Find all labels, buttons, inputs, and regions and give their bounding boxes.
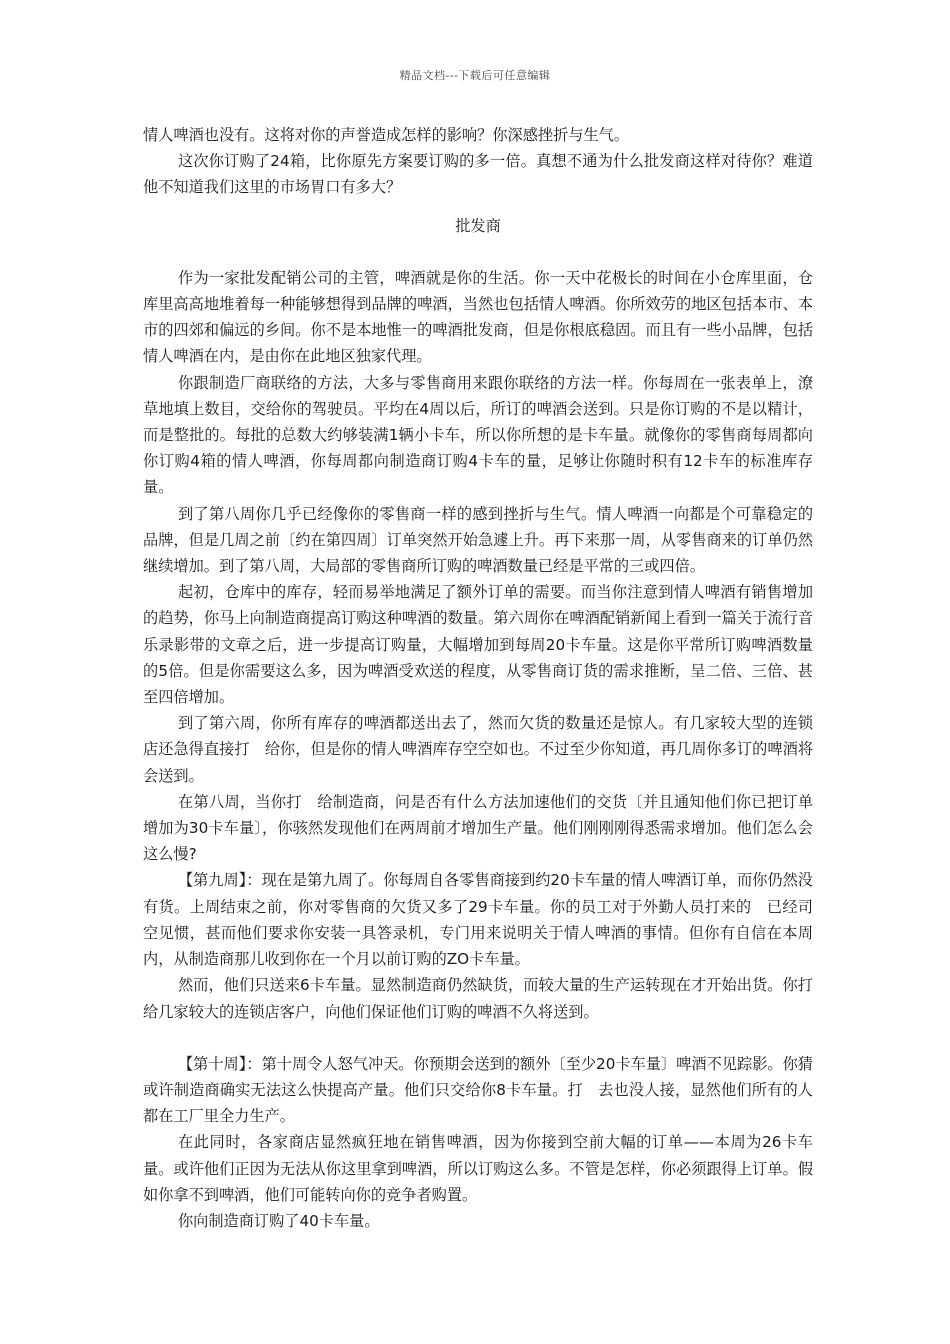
document-body	[143, 122, 829, 1234]
paragraph: 起初，仓库中的库存，轻而易举地满足了额外订单的需要。而当你注意到情人啤酒有销售增加的趋势，你马上向制造商提高订购这种啤酒的数量。第六周你在啤酒配销新闻上看到一篇关于流行音乐录影带的文章之后，进一步提高订购量，大幅增加到每周20卡车量。这是你平常所订购啤酒数量的5倍。但是你需要这么多，因为啤酒受欢送的程度，从零售商订货的需求推断，呈二倍、三倍、甚至四倍增加。	[143, 583, 813, 707]
paragraph: 你向制造商订购了40卡车量。	[177, 1211, 380, 1230]
paragraph: 在第八周，当你打 给制造商，问是否有什么方法加速他们的交货〔并且通知他们你已把订单增加为30卡车量〕，你骇然发现他们在两周前才增加生产量。他们刚刚刚得悉需求增加。他们怎么会这么慢?	[143, 792, 813, 864]
paragraph: 情人啤酒也没有。这将对你的声誉造成怎样的影响？你深感挫折与生气。	[143, 126, 629, 144]
paragraph: 【第十周】：第十周令人怒气冲天。你预期会送到的额外〔至少20卡车量〕啤酒不见踪影。你猜或许制造商确实无法这么快提高产量。他们只交给你8卡车量。打 去也没人接，显然他们所有的人都在工厂里全力生产。	[143, 1054, 813, 1126]
page-header: 精品文档---下载后可任意编辑	[399, 69, 551, 82]
section-title: 批发商	[455, 216, 501, 235]
paragraph: 你跟制造厂商联络的方法，大多与零售商用来跟你联络的方法一样。你每周在一张表单上，潦草地填上数目，交给你的驾驶员。平均在4周以后，所订的啤酒会送到。只是你订购的不是以精计，而是整批的。每批的总数大约够装满1辆小卡车，所以你所想的是卡车量。就像你的零售商每周都向你订购4箱的情人啤酒，你每周都向制造商订购4卡车的量，足够让你随时积有12卡车的标准库存量。	[143, 373, 813, 497]
paragraph: 然而，他们只送来6卡车量。显然制造商仍然缺货，而较大量的生产运转现在才开始出货。你打 给几家较大的连锁店客户，向他们保证他们订购的啤酒不久将送到。	[143, 976, 829, 1021]
paragraph: 这次你订购了24箱，比你原先方案要订购的多一倍。真想不通为什么批发商这样对待你？难道他不知道我们这里的市场胃口有多大？	[143, 152, 813, 197]
paragraph: 作为一家批发配销公司的主管，啤酒就是你的生活。你一天中花极长的时间在小仓库里面，仓库里高高地堆着每一种能够想得到品牌的啤酒，当然也包括情人啤酒。你所效劳的地区包括本市、本市的四郊和偏远的乡间。你不是本地惟一的啤酒批发商，但是你根底稳固。而且有一些小品牌，包括情人啤酒在内，是由你在此地区独家代理。	[143, 268, 813, 366]
paragraph: 在此同时，各家商店显然疯狂地在销售啤酒，因为你接到空前大幅的订单——本周为26卡车量。或许他们正因为无法从你这里拿到啤酒，所以订购这么多。不管是怎样，你必须跟得上订单。假如你拿不到啤酒，他们可能转向你的竞争者购置。	[143, 1133, 813, 1204]
paragraph: 到了第八周你几乎已经像你的零售商一样的感到挫折与生气。情人啤酒一向都是个可靠稳定的品牌，但是几周之前〔约在第四周〕订单突然开始急遽上升。再下来那一周，从零售商来的订单仍然继续增加。到了第八周，大局部的零售商所订购的啤酒数量已经是平常的三或四倍。	[143, 504, 813, 576]
paragraph-spacer	[143, 1025, 813, 1051]
paragraph: 【第九周】：现在是第九周了。你每周自各零售商接到约20卡车量的情人啤酒订单，而你仍然没有货。上周结束之前，你对零售商的欠货又多了29卡车量。你的员工对于外勤人员打来的 已经司空见惯，甚而他们要求你安装一具答录机，专门用来说明关于情人啤酒的事情。但你有自信在本周内，从制造商那儿收到你在一个月以前订购的ZO卡车量。	[143, 871, 813, 969]
paragraph: 到了第六周，你所有库存的啤酒都送出去了，然而欠货的数量还是惊人。有几家较大型的连锁店还急得直接打 给你，但是你的情人啤酒库存空空如也。不过至少你知道，再几周你多订的啤酒将会送到。	[143, 714, 813, 785]
